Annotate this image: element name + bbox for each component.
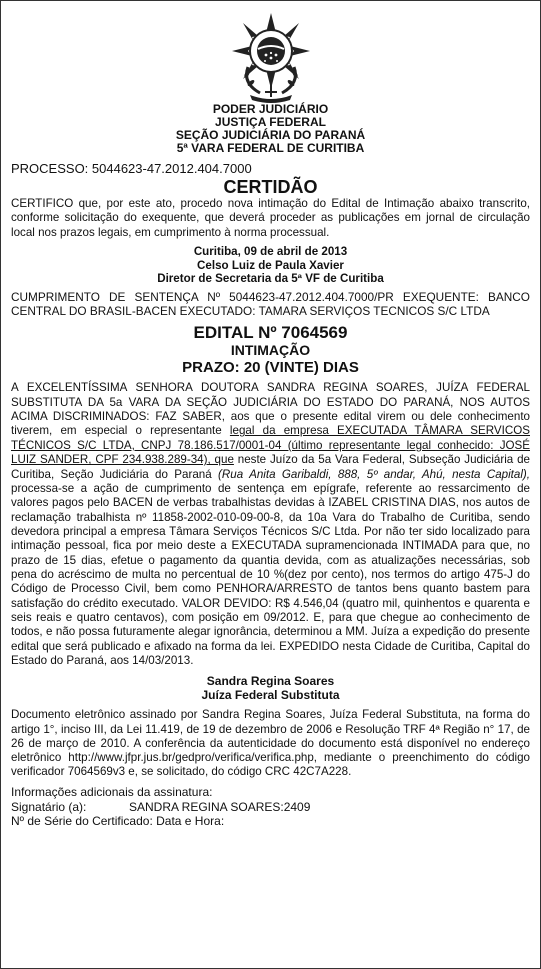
documento-eletronico-text: Documento eletrônico assinado por Sandra Regina Soares, Juíza Federal Substituta, na forma do artigo 1°, inciso III, da Lei 11.419, de 19 de dezembro de 2006 e Resolução TRF 4ª Região n° 17, de 26 de março de 2010. A conferência da autenticidade do documento está disponível no endereço eletrônico http://www.jfpr.jus.br/gedpro/verifica/verifica.php, mediante o preenchimento do código verificador 7064569v3 e, se solicitado, do código CRC 42C7A228. (11, 708, 530, 779)
body-italic-address: (Rua Anita Garibaldi, 888, 5º andar, Ahú, nesta Capital), (218, 467, 531, 481)
header-line-secao: SEÇÃO JUDICIÁRIA DO PARANÁ (175, 128, 366, 142)
intimacao-title: INTIMAÇÃO (230, 342, 311, 359)
info-assinatura (11, 785, 530, 828)
body-part-2: neste Juízo da 5a Vara Federal, Subseção Judiciária de Curitiba, Seção Judiciária do Paraná (11, 453, 531, 481)
signature-juiza-role: Juíza Federal Substituta (201, 688, 340, 703)
body-part-1: A EXCELENTÍSSIMA SENHORA DOUTORA SANDRA REGINA SOARES, JUÍZA FEDERAL SUBSTITUTA DA 5a VARA DA SEÇÃO JUDICIÁRIA DO ESTADO DO PARANÁ, NOS AUTOS ACIMA DISCRIMINADOS: FAZ SABER, aos que o presente edital virem ou dele conhecimento tiverem, em especial o representante (11, 381, 530, 438)
processo-number: PROCESSO: 5044623-47.2012.404.7000 (11, 161, 252, 176)
certidao-text: CERTIFICO que, por este ato, procedo nova intimação do Edital de Intimação abaixo transcrito, conforme solicitação do exequente, que deverá proceder as publicações em jornal de circulação local nos prazos legais, em cumprimento à norma processual. (11, 197, 530, 239)
edital-title: EDITAL Nº 7064569 (193, 323, 348, 343)
header-line-poder: PODER JUDICIÁRIO (212, 102, 329, 116)
header-line-vara: 5ª VARA FEDERAL DE CURITIBA (176, 141, 365, 155)
signature-role: Diretor de Secretaria da 5ª VF de Curitiba (157, 272, 384, 286)
info-title: Informações adicionais da assinatura: (11, 785, 213, 800)
signature-diretor (11, 245, 530, 285)
body-underlined-representante: legal da empresa EXECUTADA TÂMARA SERVICOS TÉCNICOS S/C LTDA, CNPJ 78.186.517/0001-04 (último representante legal conhecido: JOSÉ LUIZ SANDER, CPF 234.938.289-34), que (11, 424, 530, 467)
body-part-3: processa-se a ação de cumprimento de sentença em epígrafe, referente ao ressarcimento de valores pagos pelo BACEN de verbas trabalhistas devidas à IZABEL CRISTINA DIAS, nos autos de reclamação trabalhista nº 11858-2002-010-09-00-8, da 10a Vara do Trabalho de Curitiba, sendo devedora principal a empresa Tâmara Serviços Técnicos S/C Ltda. Por não ter sido localizado para intimação pessoal, fica por meio deste a EXECUTADA supramencionada INTIMADA para que, no prazo de 15 dias, efetue o pagamento da quantia devida, com as atualizações necessárias, sob pena do acréscimo de multa no percentual de 10 %(dez por cento), nos termos do artigo 475-J do Código de Processo Civil, bem como PENHORA/ARRESTO de tantos bens quanto bastem para satisfação do crédito executado. VALOR DEVIDO: R$ 4.546,04 (quatro mil, quinhentos e quarenta e seis reais e quatro centavos), com posição em 09/2012. E, para que chegue ao conhecimento de todos, e não possa futuramente alegar ignorância, determinou a MM. Juíza a expedição do presente edital que será publicado e afixado na forma da lei. EXPEDIDO nesta Cidade de Curitiba, Capital do Estado do Paraná, aos 14/03/2013. (11, 481, 530, 667)
signature-date: Curitiba, 09 de abril de 2013 (193, 245, 348, 259)
header-block (11, 103, 530, 155)
signature-juiza-name: Sandra Regina Soares (206, 674, 335, 689)
certidao-title: CERTIDÃO (223, 177, 318, 197)
signatario-line (11, 800, 530, 814)
signatario-value: SANDRA REGINA SOARES:2409 (129, 799, 311, 814)
cumprimento-text: CUMPRIMENTO DE SENTENÇA Nº 5044623-47.2012.404.7000/PR EXEQUENTE: BANCO CENTRAL DO BRASIL-BACEN EXECUTADO: TAMARA SERVIÇOS TECNICOS S/C LTDA (11, 290, 530, 319)
serie-line: Nº de Série do Certificado: Data e Hora: (11, 813, 225, 828)
signature-name: Celso Luiz de Paula Xavier (197, 258, 344, 272)
signatario-label: Signatário (a): (11, 799, 87, 814)
prazo-title: PRAZO: 20 (VINTE) DIAS (182, 359, 359, 377)
brazil-coat-of-arms-icon (230, 11, 312, 103)
header-line-justica: JUSTIÇA FEDERAL (215, 115, 326, 129)
signature-juiza (11, 674, 530, 702)
edital-body (11, 381, 530, 668)
